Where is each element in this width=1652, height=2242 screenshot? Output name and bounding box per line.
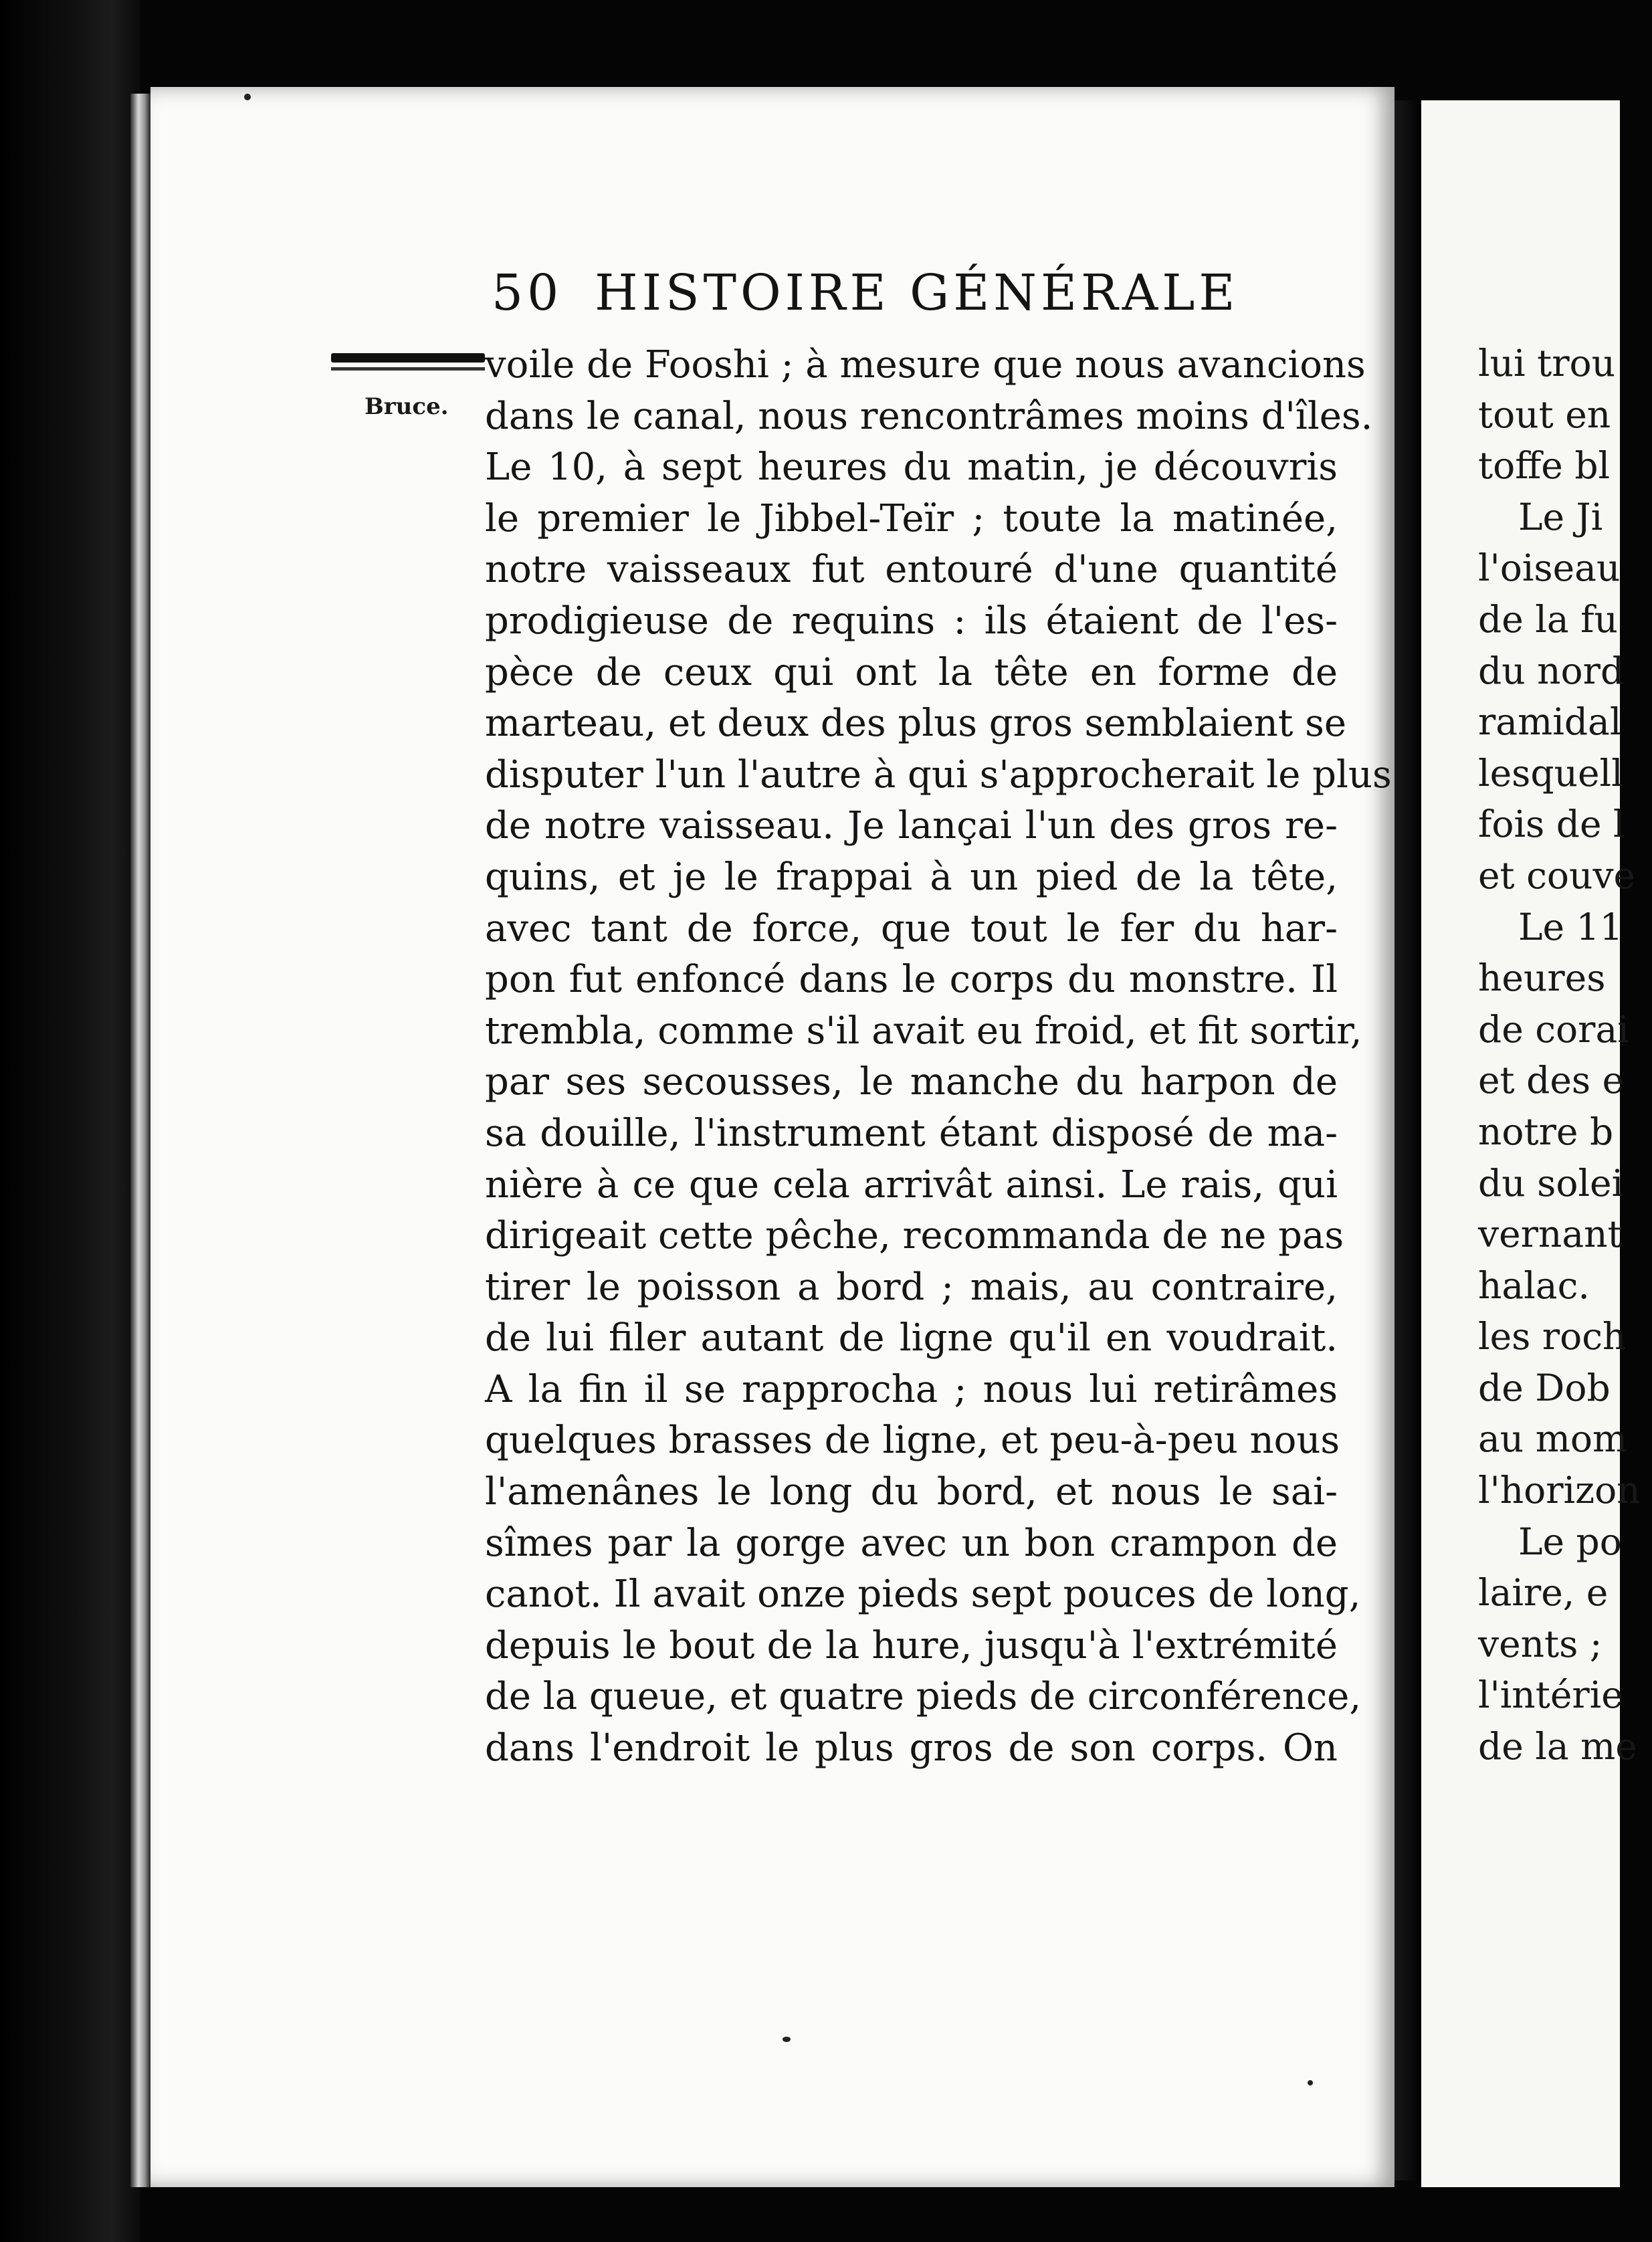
speck (1308, 2080, 1313, 2085)
text-line: Le 10, à sept heures du matin, je découvris (485, 445, 1338, 490)
text-line: Le 11 (1518, 905, 1623, 948)
section-rule-thin (331, 367, 485, 371)
text-line: de notre vaisseau. Je lançai l'un des gros re- (485, 804, 1338, 848)
text-line: fois de l (1478, 803, 1625, 846)
text-line: disputer l'un l'autre à qui s'approcherait le plus (485, 752, 1392, 797)
text-line: prodigieuse de requins : ils étaient de l'es- (485, 599, 1338, 643)
page-edge (130, 94, 150, 2187)
text-line: par ses secousses, le manche du harpon de (485, 1060, 1338, 1104)
text-line: lesquell (1478, 751, 1623, 795)
text-line: de la me (1478, 1725, 1637, 1768)
text-line: sa douille, l'instrument étant disposé de ma- (485, 1111, 1338, 1155)
speck (783, 2037, 791, 2042)
left-page-body-text (485, 340, 1392, 1774)
text-line: l'oiseau (1478, 546, 1621, 590)
text-line: de corai (1478, 1007, 1629, 1051)
text-line: le premier le Jibbel-Teïr ; toute la matinée, (485, 496, 1338, 540)
text-line: notre vaisseaux fut entouré d'une quantité (485, 548, 1338, 592)
text-line: l'horizon (1478, 1469, 1641, 1512)
text-line: trembla, comme s'il avait eu froid, et fit sortir, (485, 1009, 1362, 1053)
text-line: Le po (1518, 1520, 1622, 1563)
section-rule (331, 353, 485, 363)
text-line: et couve (1478, 853, 1636, 897)
text-line: pèce de ceux qui ont la tête en forme de (485, 650, 1338, 694)
text-line: A la fin il se rapprocha ; nous lui retirâmes (485, 1367, 1338, 1411)
text-line: Le Ji (1518, 495, 1603, 538)
text-line: du solei (1478, 1161, 1624, 1205)
text-line: nière à ce que cela arrivât ainsi. Le rais, qui (485, 1162, 1338, 1207)
right-page-partial-text (1478, 338, 1652, 1772)
text-line: les roch (1478, 1315, 1627, 1358)
text-line: quins, et je le frappai à un pied de la tête, (485, 855, 1338, 899)
running-head-title: HISTOIRE GÉNÉRALE (595, 264, 1239, 322)
text-line: tirer le poisson a bord ; mais, au contraire, (485, 1265, 1338, 1309)
text-line: au mom (1478, 1417, 1628, 1461)
text-line: de Dob (1478, 1366, 1611, 1409)
text-line: l'amenânes le long du bord, et nous le sai- (485, 1470, 1338, 1514)
text-line: l'intérie (1478, 1673, 1623, 1717)
text-line: depuis le bout de la hure, jusqu'à l'extrémité (485, 1623, 1338, 1667)
text-line: lui trou (1478, 342, 1616, 385)
page-number: 50 (492, 264, 563, 322)
book-spine-left (0, 0, 140, 2242)
running-header (492, 264, 1239, 322)
text-line: voile de Fooshi ; à mesure que nous avancions (485, 343, 1366, 387)
text-line: tout en (1478, 393, 1611, 436)
text-line: halac. (1478, 1263, 1590, 1307)
text-line: vents ; (1478, 1622, 1603, 1665)
text-line: ramidal (1478, 700, 1622, 744)
speck (244, 94, 251, 100)
text-line: de lui filer autant de ligne qu'il en voudrait. (485, 1316, 1338, 1360)
text-line: notre b (1478, 1110, 1614, 1153)
text-line: dirigeait cette pêche, recommanda de ne pas (485, 1214, 1344, 1258)
text-line: de la fu (1478, 597, 1618, 641)
text-line: de la queue, et quatre pieds de circonférence, (485, 1675, 1362, 1719)
text-line: quelques brasses de ligne, et peu-à-peu nous (485, 1419, 1340, 1463)
text-line: toffe bl (1478, 444, 1611, 488)
text-line: sîmes par la gorge avec un bon crampon de (485, 1521, 1338, 1565)
text-line: vernant (1478, 1213, 1623, 1256)
text-line: dans le canal, nous rencontrâmes moins d'îles. (485, 394, 1373, 438)
text-line: heures (1478, 956, 1606, 1000)
margin-note: Bruce. (365, 393, 449, 420)
text-line: pon fut enfoncé dans le corps du monstre. Il (485, 958, 1338, 1002)
text-line: et des e (1478, 1059, 1625, 1102)
text-line: marteau, et deux des plus gros semblaient se (485, 702, 1347, 746)
text-line: canot. Il avait onze pieds sept pouces de long, (485, 1572, 1361, 1617)
book-gutter (1395, 100, 1421, 2180)
text-line: avec tant de force, que tout le fer du har- (485, 906, 1338, 950)
text-line: du nord (1478, 649, 1625, 692)
text-line: dans l'endroit le plus gros de son corps. On (485, 1726, 1338, 1770)
text-line: laire, e (1478, 1571, 1609, 1615)
